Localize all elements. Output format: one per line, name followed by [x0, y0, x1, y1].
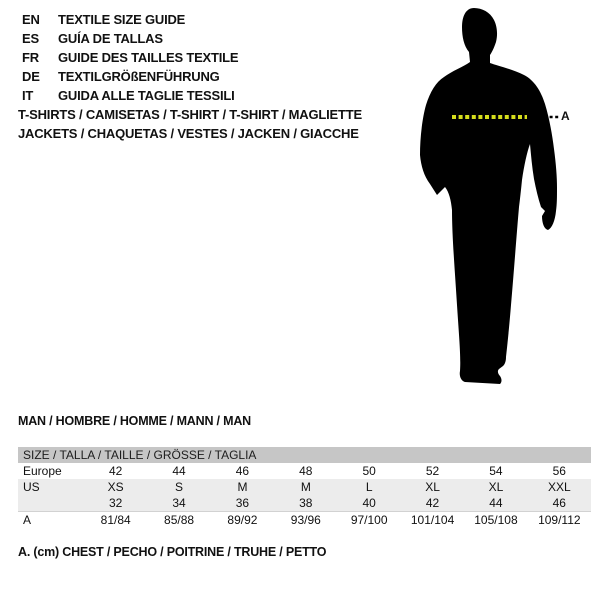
- table-cell: 89/92: [227, 513, 258, 527]
- language-row-fr: [22, 48, 238, 67]
- language-label: GUÍA DE TALLAS: [58, 31, 163, 46]
- table-cell: 101/104: [410, 513, 455, 527]
- category-line-jackets: JACKETS / CHAQUETAS / VESTES / JACKEN / GIACCHE: [18, 126, 359, 141]
- table-cell: 40: [362, 496, 376, 510]
- category-block: [18, 105, 362, 143]
- table-cell: 50: [362, 464, 376, 478]
- category-line-tshirts: T-SHIRTS / CAMISETAS / T-SHIRT / T-SHIRT / MAGLIETTE: [18, 107, 362, 122]
- table-cell: 48: [299, 464, 313, 478]
- language-label: TEXTILGRÖßENFÜHRUNG: [58, 69, 220, 84]
- table-cell: 46: [552, 496, 566, 510]
- table-cell: XL: [488, 480, 504, 494]
- table-cell: XL: [425, 480, 440, 494]
- table-cell: XXL: [547, 480, 571, 494]
- row-label: US: [23, 480, 40, 494]
- table-cell: 97/100: [350, 513, 388, 527]
- table-cell: 109/112: [538, 513, 581, 527]
- table-cell: 46: [235, 464, 250, 478]
- row-label: [18, 495, 84, 511]
- language-row-es: [22, 29, 238, 48]
- table-cell: 42: [425, 496, 440, 510]
- footnote-chest: A. (cm) CHEST / PECHO / POITRINE / TRUHE / PETTO: [18, 545, 327, 559]
- table-cell: S: [175, 480, 184, 494]
- table-cell: 85/88: [164, 513, 195, 527]
- table-row-a-chest: [18, 511, 591, 529]
- language-label: GUIDE DES TAILLES TEXTILE: [58, 50, 239, 65]
- table-cell: 52: [425, 464, 440, 478]
- table-cell: 44: [172, 464, 186, 478]
- table-row-europe: [18, 463, 591, 479]
- row-label: A: [23, 513, 32, 527]
- language-row-en: [22, 10, 238, 29]
- language-label: TEXTILE SIZE GUIDE: [58, 12, 186, 27]
- row-label: Europe: [23, 464, 62, 478]
- measure-label-a: A: [561, 109, 570, 123]
- table-cell: 36: [235, 496, 250, 510]
- language-code: DE: [22, 69, 40, 84]
- table-cell: 56: [552, 464, 566, 478]
- table-cell: 42: [109, 464, 123, 478]
- table-cell: 32: [109, 496, 123, 510]
- language-code: EN: [22, 12, 40, 27]
- table-row-uk: [18, 495, 591, 511]
- language-label: GUIDA ALLE TAGLIE TESSILI: [58, 88, 235, 103]
- table-cell: 44: [489, 496, 503, 510]
- table-cell: L: [365, 480, 373, 494]
- size-table: [18, 447, 591, 529]
- language-code: ES: [22, 31, 39, 46]
- language-row-it: [22, 86, 238, 105]
- table-cell: 81/84: [100, 513, 131, 527]
- section-title-man: MAN / HOMBRE / HOMME / MANN / MAN: [18, 414, 251, 428]
- language-code: IT: [22, 88, 34, 103]
- table-cell: 93/96: [290, 513, 321, 527]
- table-cell: M: [237, 480, 248, 494]
- table-row-us: [18, 479, 591, 495]
- table-cell: M: [300, 480, 311, 494]
- language-list: [22, 10, 238, 105]
- man-silhouette: [420, 8, 557, 384]
- table-cell: 38: [299, 496, 313, 510]
- table-cell: 34: [172, 496, 186, 510]
- table-cell: 105/108: [474, 513, 518, 527]
- language-code: FR: [22, 50, 39, 65]
- language-row-de: [22, 67, 238, 86]
- table-cell: 54: [489, 464, 503, 478]
- table-cell: XS: [107, 480, 124, 494]
- size-table-header: SIZE / TALLA / TAILLE / GRÖSSE / TAGLIA: [18, 447, 591, 463]
